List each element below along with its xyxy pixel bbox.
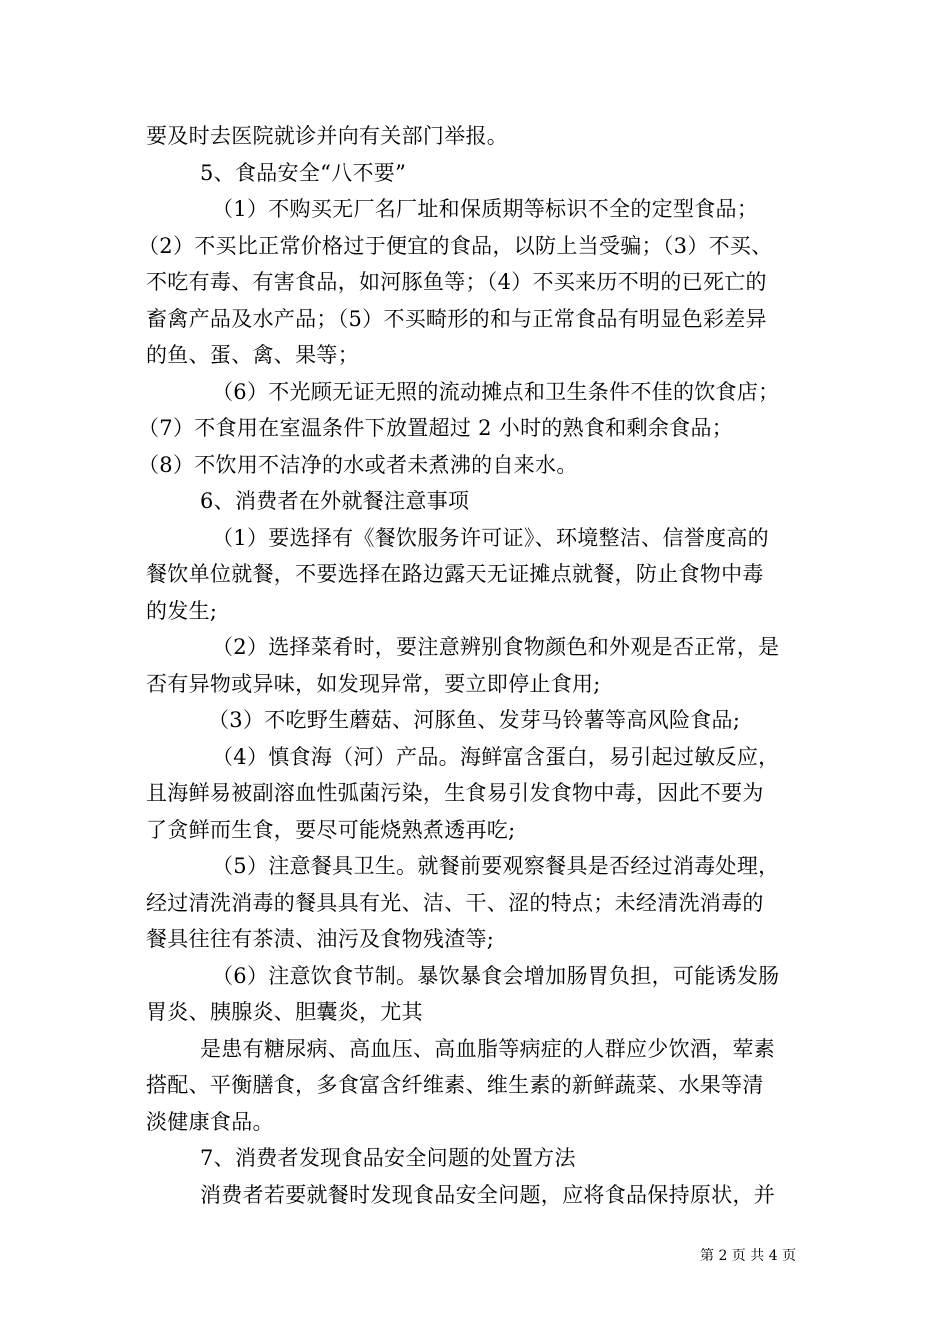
text-line: 经过清洗消毒的餐具具有光、洁、干、涩的特点；未经清洗消毒的 xyxy=(146,890,764,915)
text-line: 了贪鲜而生食，要尽可能烧熟煮透再吃; xyxy=(146,817,516,842)
text-line: 餐具往往有茶渍、油污及食物残渣等; xyxy=(146,927,495,951)
text-line: （5）注意餐具卫生。就餐前要观察餐具是否经过消毒处理， xyxy=(212,854,780,878)
text-line: 的发生; xyxy=(146,598,218,623)
text-line: 淡健康食品。 xyxy=(146,1109,274,1134)
text-line: （8）不饮用不洁净的水或者未煮沸的自来水。 xyxy=(138,452,578,477)
text-line: （1）不购买无厂名厂址和保质期等标识不全的定型食品； xyxy=(212,197,759,221)
text-line: （3）不吃野生蘑菇、河豚鱼、发芽马铃薯等高风险食品; xyxy=(208,708,741,732)
text-line: （4）慎食海（河）产品。海鲜富含蛋白，易引起过敏反应， xyxy=(212,744,780,769)
text-line: 搭配、平衡膳食，多食富含纤维素、维生素的新鲜蔬菜、水果等清 xyxy=(146,1073,764,1097)
text-line: （2）不买比正常价格过于便宜的食品，以防上当受骗；（3）不买、 xyxy=(138,233,773,258)
text-line: 的鱼、蛋、禽、果等； xyxy=(146,343,359,367)
text-line: 是患有糖尿病、高血压、高血脂等病症的人群应少饮酒，荤素 xyxy=(200,1036,776,1061)
text-line: 胃炎、胰腺炎、胆囊炎，尤其 xyxy=(146,1000,423,1024)
text-line: （1）要选择有《餐饮服务许可证》、环境整洁、信誉度高的 xyxy=(212,525,769,550)
section-heading: 6、消费者在外就餐注意事项 xyxy=(200,489,470,513)
page-number: 第 2 页 共 4 页 xyxy=(700,1248,797,1264)
text-line: 要及时去医院就诊并向有关部门举报。 xyxy=(146,124,509,148)
section-heading: 5、食品安全“八不要” xyxy=(200,160,407,185)
text-line: （6）注意饮食节制。暴饮暴食会增加肠胃负担，可能诱发肠 xyxy=(212,963,780,988)
text-line: 否有异物或异味，如发现异常，要立即停止食用; xyxy=(146,671,601,696)
section-heading: 7、消费者发现食品安全问题的处置方法 xyxy=(200,1146,576,1170)
text-line: 畜禽产品及水产品；（5）不买畸形的和与正常食品有明显色彩差异 xyxy=(146,306,767,331)
text-line: 且海鲜易被副溶血性弧菌污染，生食易引发食物中毒，因此不要为 xyxy=(146,781,764,805)
text-line: 餐饮单位就餐，不要选择在路边露天无证摊点就餐，防止食物中毒 xyxy=(146,562,764,586)
text-line: （7）不食用在室温条件下放置超过 2 小时的熟食和剩余食品； xyxy=(138,416,734,440)
body-text xyxy=(138,118,806,1213)
text-line: 不吃有毒、有害食品，如河豚鱼等；（4）不买来历不明的已死亡的 xyxy=(146,270,767,294)
text-line: 消费者若要就餐时发现食品安全问题，应将食品保持原状，并 xyxy=(200,1182,776,1207)
text-line: （6）不光顾无证无照的流动摊点和卫生条件不佳的饮食店； xyxy=(212,379,780,404)
text-line: （2）选择菜肴时，要注意辨别食物颜色和外观是否正常，是 xyxy=(212,635,780,659)
